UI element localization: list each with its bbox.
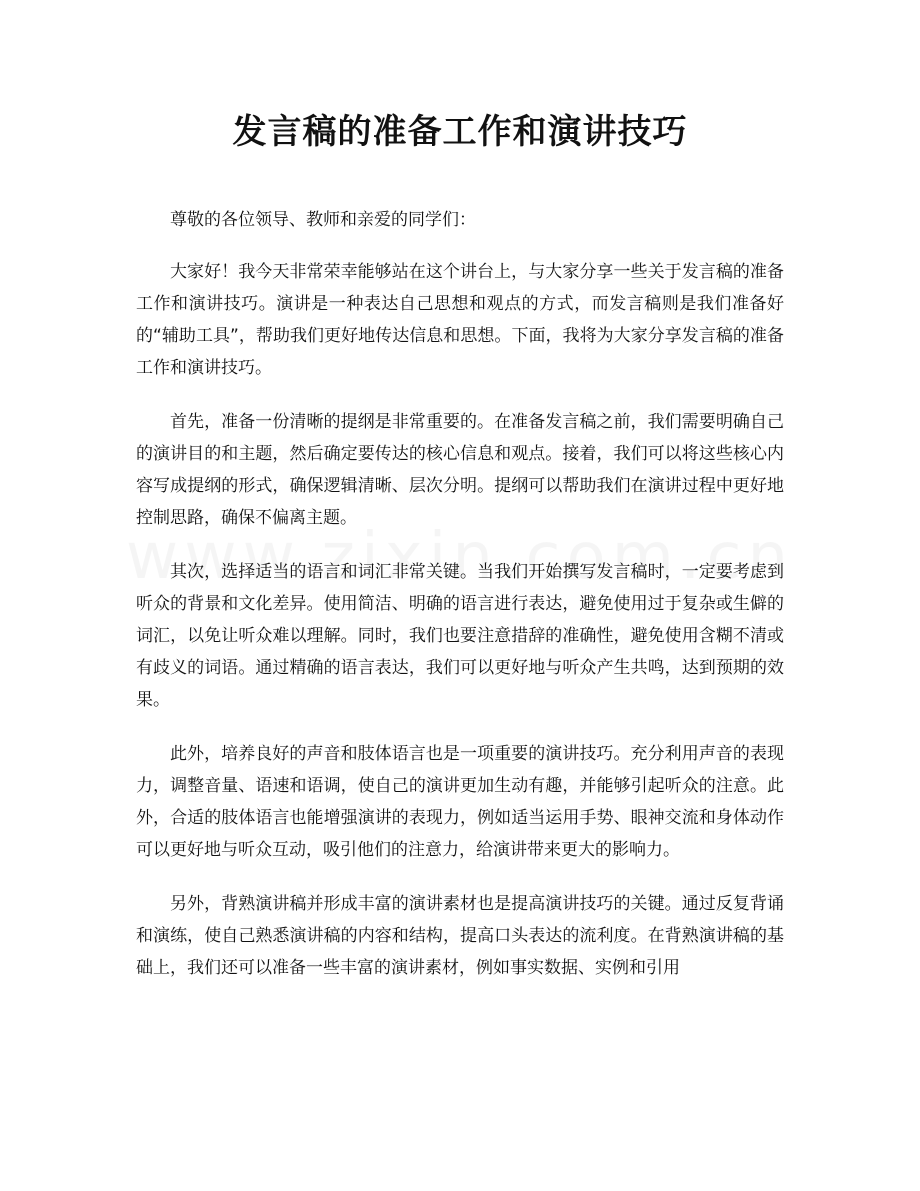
paragraph-voice-body: 此外，培养良好的声音和肢体语言也是一项重要的演讲技巧。充分利用声音的表现力，调整音量、语速和语调，使自己的演讲更加生动有趣，并能够引起听众的注意。此外，合适的肢体语言也能增强演讲的表现力，例如适当运用手势、眼神交流和身体动作可以更好地与听众互动，吸引他们的注意力，给演讲带来更大的影响力。 xyxy=(136,744,784,860)
paragraph-language: 其次，选择适当的语言和词汇非常关键。当我们开始撰写发言稿时，一定要考虑到听众的背景和文化差异。使用简洁、明确的语言进行表达，避免使用过于复杂或生僻的词汇，以免让听众难以理解。同时，我们也要注意措辞的准确性，避免使用含糊不清或有歧义的词语。通过精确的语言表达，我们可以更好地与听众产生共鸣，达到预期的效果。 xyxy=(136,562,784,710)
document-title: 发言稿的准备工作和演讲技巧 xyxy=(232,112,688,152)
salutation: 尊敬的各位领导、教师和亲爱的同学们： xyxy=(170,210,476,230)
paragraph-memorize: 另外，背熟演讲稿并形成丰富的演讲素材也是提高演讲技巧的关键。通过反复背诵和演练，使自己熟悉演讲稿的内容和结构，提高口头表达的流利度。在背熟演讲稿的基础上，我们还可以准备一些丰富的演讲素材，例如事实数据、实例和引用 xyxy=(136,894,784,978)
paragraph-intro: 大家好！我今天非常荣幸能够站在这个讲台上，与大家分享一些关于发言稿的准备工作和演讲技巧。演讲是一种表达自己思想和观点的方式，而发言稿则是我们准备好的“辅助工具”，帮助我们更好地传达信息和思想。下面，我将为大家分享发言稿的准备工作和演讲技巧。 xyxy=(136,262,784,378)
paragraph-outline: 首先，准备一份清晰的提纲是非常重要的。在准备发言稿之前，我们需要明确自己的演讲目的和主题，然后确定要传达的核心信息和观点。接着，我们可以将这些核心内容写成提纲的形式，确保逻辑清晰、层次分明。提纲可以帮助我们在演讲过程中更好地控制思路，确保不偏离主题。 xyxy=(136,412,784,528)
